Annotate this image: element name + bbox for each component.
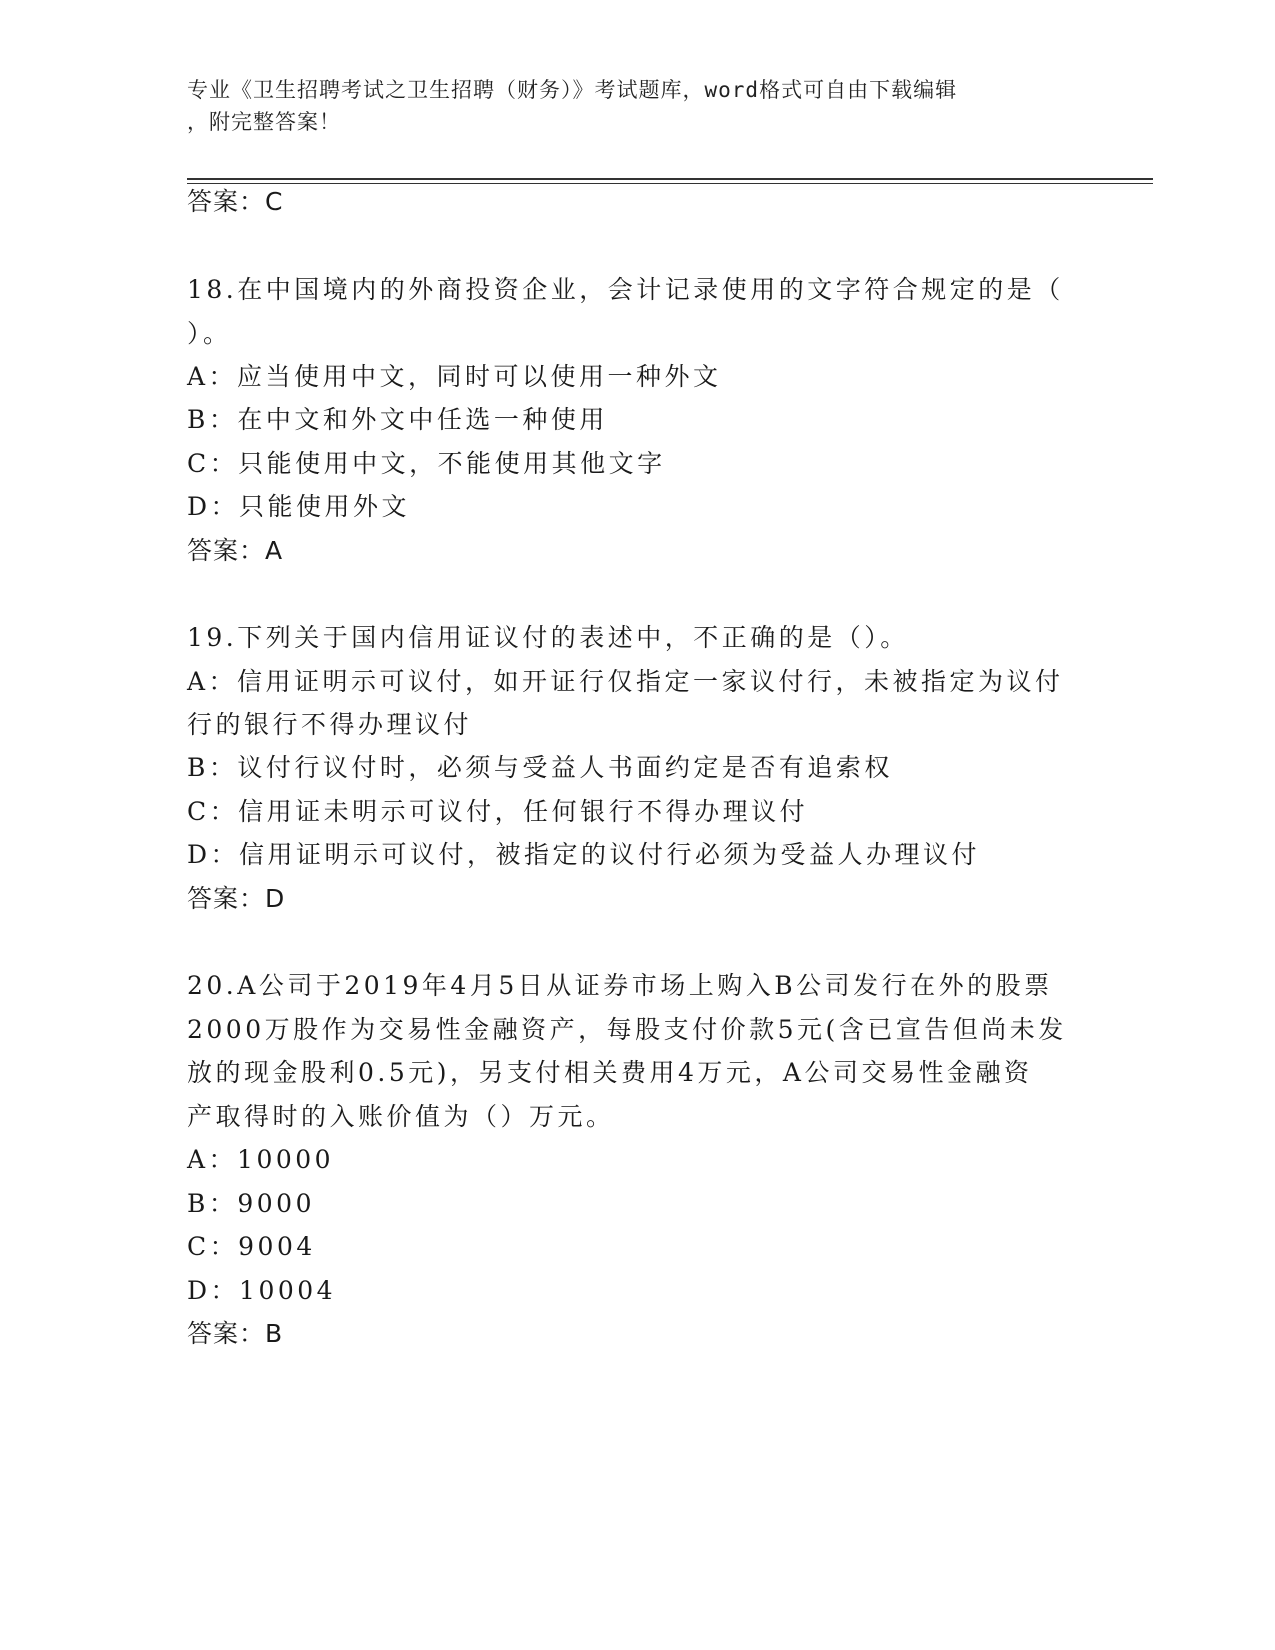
q20-stem-line-1: 20.A公司于2019年4月5日从证券市场上购入B公司发行在外的股票 [187, 971, 1053, 1000]
q18-answer: 答案：A [187, 536, 284, 565]
header-line-1: 专业《卫生招聘考试之卫生招聘（财务）》考试题库，word格式可自由下载编辑 [187, 78, 958, 102]
q20-option-b: B：9000 [187, 1189, 315, 1218]
answer-17: 答案：C [187, 187, 284, 216]
q20-option-a: A：10000 [187, 1145, 335, 1174]
q19-answer: 答案：D [187, 884, 286, 913]
q20-stem-line-2: 2000万股作为交易性金融资产，每股支付价款5元(含已宣告但尚未发 [187, 1015, 1067, 1044]
document-header [187, 74, 1087, 138]
q18-stem-line-2: ）。 [187, 319, 232, 348]
q20-stem-line-3: 放的现金股利0.5元)，另支付相关费用4万元，A公司交易性金融资 [187, 1058, 1033, 1087]
q19-option-d: D：信用证明示可议付，被指定的议付行必须为受益人办理议付 [187, 840, 981, 869]
header-rule-thick [187, 178, 1153, 180]
q18-option-c: C：只能使用中文，不能使用其他文字 [187, 449, 666, 478]
q19-option-a-line-2: 行的银行不得办理议付 [187, 710, 473, 739]
q20-answer: 答案：B [187, 1319, 284, 1348]
q18-stem-line-1: 18.在中国境内的外商投资企业，会计记录使用的文字符合规定的是（ [187, 275, 1064, 304]
q18-option-d: D：只能使用外文 [187, 492, 411, 521]
q20-option-d: D：10004 [187, 1276, 337, 1305]
q19-option-c: C：信用证未明示可议付，任何银行不得办理议付 [187, 797, 809, 826]
q20-stem-line-4: 产取得时的入账价值为（）万元。 [187, 1102, 615, 1131]
q18-option-b: B：在中文和外文中任选一种使用 [187, 405, 608, 434]
header-line-2: ，附完整答案！ [187, 110, 341, 134]
q19-option-b: B：议付行议付时，必须与受益人书面约定是否有追索权 [187, 753, 893, 782]
q19-stem: 19.下列关于国内信用证议付的表述中，不正确的是（）。 [187, 623, 909, 652]
q19-option-a-line-1: A：信用证明示可议付，如开证行仅指定一家议付行，未被指定为议付 [187, 667, 1064, 696]
q20-option-c: C：9004 [187, 1232, 316, 1261]
q18-option-a: A：应当使用中文，同时可以使用一种外文 [187, 362, 722, 391]
header-rule-thin [187, 183, 1153, 184]
